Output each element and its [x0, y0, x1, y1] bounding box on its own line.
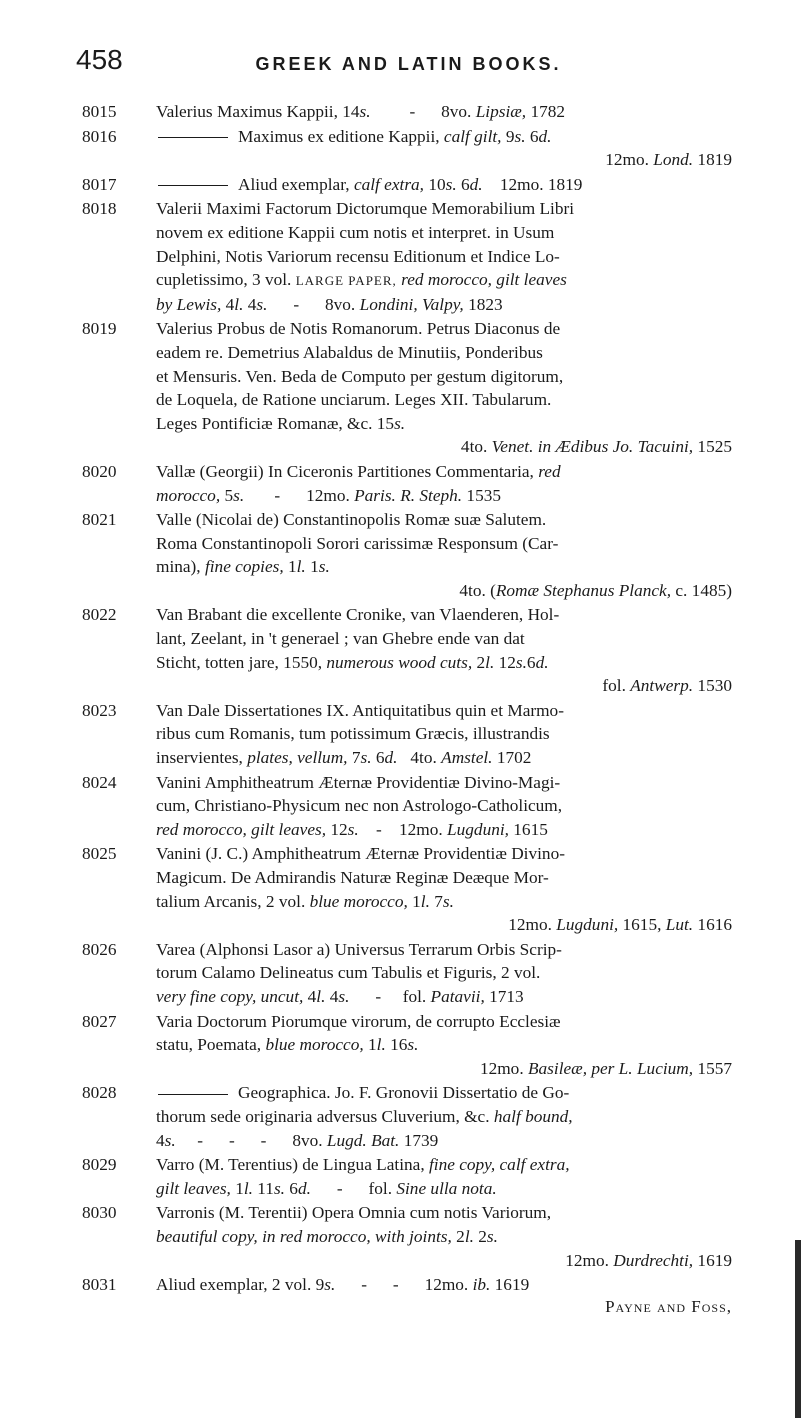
- entry-line: [156, 866, 732, 890]
- text-run: 4: [303, 986, 317, 1006]
- entry-number: 8020: [82, 461, 117, 481]
- entry-line: [156, 125, 732, 149]
- text-run: 1530: [693, 676, 732, 696]
- italic-text: l.: [420, 891, 430, 911]
- catalogue-entry: [82, 197, 732, 316]
- entry-line: [156, 245, 732, 269]
- text-run: c. 1485): [671, 580, 732, 600]
- entry-number: 8016: [82, 126, 117, 146]
- ditto-rule: [158, 1094, 228, 1095]
- text-run: - fol.: [310, 1178, 397, 1198]
- text-run: 6: [284, 1178, 298, 1198]
- italic-text: s.: [442, 891, 454, 911]
- italic-text: d.: [535, 652, 549, 672]
- entry-line: [156, 722, 732, 746]
- italic-text: red morocco, gilt leaves: [401, 270, 567, 290]
- italic-text: Londini, Valpy,: [359, 294, 464, 314]
- entry-line: [156, 1225, 732, 1249]
- italic-text: Lugd. Bat.: [326, 1130, 400, 1150]
- italic-text: s.: [164, 1130, 176, 1150]
- entry-line: [156, 460, 732, 484]
- text-run: Delphini, Notis Variorum recensu Editionum et Indice Lo-: [156, 246, 560, 266]
- text-run: 7: [347, 748, 361, 768]
- text-run: 1619: [693, 1250, 732, 1270]
- text-run: Maximus ex editione Kappii,: [238, 126, 444, 146]
- italic-text: by Lewis,: [156, 294, 222, 314]
- text-run: - fol.: [349, 986, 431, 1006]
- catchword-footer: Payne and Foss,: [605, 1296, 732, 1316]
- entry-number: 8029: [82, 1155, 117, 1175]
- italic-text: calf extra,: [353, 174, 424, 194]
- text-run: 1615,: [618, 915, 666, 935]
- italic-text: half bound,: [493, 1106, 573, 1126]
- text-run: 1702: [492, 748, 532, 768]
- italic-text: Durdrechti,: [613, 1250, 694, 1270]
- text-run: cupletissimo, 3 vol.: [156, 270, 296, 290]
- entry-line: [156, 388, 732, 412]
- text-run: Valerius Maximus Kappii, 14: [156, 102, 360, 121]
- text-run: 1: [363, 1035, 377, 1055]
- text-run: 1619: [490, 1275, 530, 1295]
- text-run: Varro (M. Terentius) de Lingua Latina,: [156, 1155, 429, 1175]
- entry-number: 8017: [82, 174, 117, 194]
- text-run: 1: [283, 557, 297, 577]
- catalogue-entry: [82, 603, 732, 697]
- text-run: 1739: [399, 1130, 439, 1150]
- text-run: thorum sede originaria adversus Cluverium, &c.: [156, 1106, 494, 1126]
- italic-text: fine copies,: [204, 557, 284, 577]
- text-run: 1615: [508, 819, 548, 839]
- catalogue-entry: [82, 1010, 732, 1081]
- entry-line: [156, 1033, 732, 1057]
- catalogue-entry: [82, 460, 732, 507]
- text-run: 12: [326, 819, 348, 839]
- entry-line: [156, 674, 732, 698]
- text-run: - 8vo.: [370, 102, 476, 121]
- page-edge-shadow: [795, 1240, 801, 1418]
- text-run: Van Brabant die excellente Cronike, van Vlaenderen, Hol-: [156, 605, 560, 625]
- italic-text: red: [538, 461, 561, 481]
- catalogue-entry: [82, 100, 732, 124]
- text-run: Van Dale Dissertationes IX. Antiquitatibus quin et Marmo-: [156, 700, 564, 720]
- entry-line: [156, 1057, 732, 1081]
- entry-line: [156, 961, 732, 985]
- entry-line: [156, 412, 732, 436]
- running-title: GREEK AND LATIN BOOKS.: [255, 54, 562, 74]
- text-run: ribus cum Romanis, tum potissimum Græcis, illustrandis: [156, 724, 550, 744]
- entry-number: 8015: [82, 102, 117, 121]
- text-run: lant, Zeelant, in 't generael ; van Ghebre ende van dat: [156, 629, 525, 649]
- catalogue-entry: [82, 842, 732, 936]
- entry-line: [156, 197, 732, 221]
- entry-number: 8030: [82, 1203, 117, 1223]
- text-run: 4: [243, 294, 257, 314]
- catalogue-entry: [82, 173, 732, 197]
- entry-line: [156, 1153, 732, 1177]
- entry-line: [156, 317, 732, 341]
- italic-text: fine copy, calf extra,: [428, 1155, 570, 1175]
- italic-text: ib.: [472, 1275, 491, 1295]
- text-run: 1: [305, 557, 319, 577]
- italic-text: s.: [233, 485, 245, 505]
- italic-text: blue morocco,: [265, 1035, 364, 1055]
- text-run: 1: [407, 891, 421, 911]
- italic-text: l.: [316, 986, 326, 1006]
- text-run: 4: [156, 1130, 165, 1150]
- entry-line: [156, 746, 732, 770]
- text-run: 1616: [693, 915, 732, 935]
- entry-line: [156, 555, 732, 579]
- italic-text: Lut.: [665, 915, 694, 935]
- italic-text: l.: [234, 294, 244, 314]
- text-run: 12: [494, 652, 516, 672]
- catalogue-entry: [82, 125, 732, 172]
- entry-number: 8026: [82, 939, 117, 959]
- italic-text: s.: [445, 174, 457, 194]
- text-run: 1819: [693, 150, 732, 170]
- catalogue-entry: [82, 771, 732, 842]
- text-run: - - - 8vo.: [175, 1130, 327, 1150]
- catalogue-entry: [82, 1201, 732, 1272]
- page-number: 458: [76, 44, 123, 75]
- italic-text: l.: [243, 1178, 253, 1198]
- italic-text: blue morocco,: [309, 891, 408, 911]
- text-run: 4to. (: [459, 580, 496, 600]
- italic-text: Antwerp.: [630, 676, 694, 696]
- entry-line: [156, 341, 732, 365]
- text-run: Valerius Probus de Notis Romanorum. Petrus Diaconus de: [156, 319, 561, 339]
- text-run: 12mo.: [479, 1058, 528, 1078]
- text-run: 12mo. 1819: [482, 174, 583, 194]
- italic-text: Patavii,: [430, 986, 485, 1006]
- italic-text: very fine copy, uncut,: [156, 986, 304, 1006]
- entry-line: [156, 1201, 732, 1225]
- entry-number: 8019: [82, 319, 117, 339]
- text-run: 4to.: [397, 748, 442, 768]
- italic-text: gilt leaves,: [156, 1178, 231, 1198]
- italic-text: calf gilt,: [443, 126, 502, 146]
- text-run: 6: [526, 652, 536, 672]
- text-run: eadem re. Demetrius Alabaldus de Minutiis, Ponderibus: [156, 342, 543, 362]
- italic-text: s.: [360, 748, 372, 768]
- entry-line: [156, 1129, 732, 1153]
- text-run: 6: [371, 748, 385, 768]
- entry-line: [156, 1249, 732, 1273]
- entry-number: 8023: [82, 700, 117, 720]
- text-run: Geographica. Jo. F. Gronovii Dissertatio de Go-: [238, 1083, 570, 1103]
- catalogue-entry: [82, 508, 732, 602]
- text-run: de Loquela, de Ratione unciarum. Leges XII. Tabularum.: [156, 390, 552, 410]
- catalogue-entries: [82, 100, 732, 1317]
- text-run: 10: [424, 174, 446, 194]
- italic-text: Lugduni,: [556, 915, 619, 935]
- entry-number: 8021: [82, 510, 117, 530]
- text-run: 4to.: [460, 437, 492, 457]
- italic-text: l.: [376, 1035, 386, 1055]
- italic-text: l.: [296, 557, 306, 577]
- text-run: - - 12mo.: [335, 1275, 473, 1295]
- italic-text: s.: [407, 1035, 419, 1055]
- italic-text: d.: [469, 174, 483, 194]
- entry-line: [156, 913, 732, 937]
- text-run: Sticht, totten jare, 1550,: [156, 652, 327, 672]
- text-run: Vallæ (Georgii) In Ciceronis Partitiones Commentaria,: [156, 461, 539, 481]
- italic-text: s.: [359, 102, 371, 121]
- text-run: 4: [221, 294, 235, 314]
- text-run: 1713: [484, 986, 524, 1006]
- italic-text: s.: [515, 652, 527, 672]
- entry-line: [156, 221, 732, 245]
- catalogue-entry: [82, 1273, 732, 1297]
- entry-line: [156, 938, 732, 962]
- text-run: 9: [501, 126, 515, 146]
- catalogue-entry: [82, 1153, 732, 1200]
- text-run: 6: [456, 174, 470, 194]
- text-run: Aliud exemplar,: [238, 174, 354, 194]
- text-run: 1: [230, 1178, 244, 1198]
- entry-line: [156, 1105, 732, 1129]
- entry-line: [156, 699, 732, 723]
- entry-line: [156, 794, 732, 818]
- text-run: statu, Poemata,: [156, 1035, 266, 1055]
- entry-number: 8022: [82, 605, 117, 625]
- italic-text: Romæ Stephanus Planck,: [495, 580, 672, 600]
- ditto-rule: [158, 137, 228, 138]
- text-run: 11: [252, 1178, 274, 1198]
- entry-line: [156, 173, 732, 197]
- text-run: inservientes,: [156, 748, 248, 768]
- text-run: talium Arcanis, 2 vol.: [156, 891, 310, 911]
- text-run: Vanini Amphitheatrum Æternæ Providentiæ Divino-Magi-: [156, 772, 561, 792]
- text-run: Aliud exemplar, 2 vol. 9: [156, 1275, 325, 1295]
- italic-text: l.: [464, 1226, 474, 1246]
- text-run: Roma Constantinopoli Sorori carissimæ Responsum (Car-: [156, 533, 559, 553]
- italic-text: Basileæ, per L. Lucium,: [527, 1058, 694, 1078]
- entry-line: [156, 293, 732, 317]
- italic-text: s.: [486, 1226, 498, 1246]
- entry-line: [156, 627, 732, 651]
- text-run: - 8vo.: [267, 294, 360, 314]
- entry-number: 8028: [82, 1083, 117, 1103]
- italic-text: s.: [347, 819, 359, 839]
- text-run: 7: [429, 891, 443, 911]
- text-run: 2: [451, 1226, 465, 1246]
- entry-line: [156, 435, 732, 459]
- entry-number: 8025: [82, 844, 117, 864]
- entry-line: [156, 579, 732, 603]
- italic-text: Amstel.: [441, 748, 493, 768]
- text-run: cum, Christiano-Physicum nec non Astrologo-Catholicum,: [156, 796, 563, 816]
- entry-line: [156, 148, 732, 172]
- ditto-rule: [158, 185, 228, 186]
- entry-line: [156, 1273, 732, 1297]
- italic-text: s.: [318, 557, 330, 577]
- entry-line: [156, 484, 732, 508]
- italic-text: Sine ulla nota.: [396, 1178, 497, 1198]
- entry-line: [156, 365, 732, 389]
- italic-text: s.: [514, 126, 526, 146]
- entry-line: [156, 985, 732, 1009]
- italic-text: red morocco, gilt leaves,: [156, 819, 327, 839]
- entry-line: [156, 532, 732, 556]
- text-run: - 12mo.: [244, 485, 355, 505]
- text-run: Magicum. De Admirandis Naturæ Reginæ Deæque Mor-: [156, 868, 549, 887]
- italic-text: Lugduni,: [447, 819, 509, 839]
- text-run: et Mensuris. Ven. Beda de Computo per gestum digitorum,: [156, 366, 564, 386]
- italic-text: Lipsiæ,: [475, 102, 527, 121]
- small-caps-text: LARGE PAPER,: [295, 273, 397, 289]
- italic-text: Lond.: [653, 150, 694, 170]
- entry-line: [156, 771, 732, 795]
- entry-line: [156, 508, 732, 532]
- entry-line: [156, 1010, 732, 1034]
- catalogue-entry: [82, 317, 732, 459]
- entry-line: [156, 268, 732, 293]
- text-run: - 12mo.: [358, 819, 448, 839]
- entry-line: [156, 890, 732, 914]
- italic-text: numerous wood cuts,: [326, 652, 473, 672]
- text-run: 1557: [693, 1058, 732, 1078]
- text-run: Valle (Nicolai de) Constantinopolis Romæ suæ Salutem.: [156, 510, 547, 530]
- text-run: novem ex editione Kappii cum notis et interpret. in Usum: [156, 222, 555, 242]
- entry-number: 8027: [82, 1011, 117, 1031]
- italic-text: s.: [338, 986, 350, 1006]
- italic-text: Venet. in Ædibus Jo. Tacuini,: [491, 437, 694, 457]
- catalogue-entry: [82, 938, 732, 1009]
- italic-text: s.: [394, 413, 406, 433]
- italic-text: l.: [485, 652, 495, 672]
- text-run: Vanini (J. C.) Amphitheatrum Æternæ Providentiæ Divino-: [156, 844, 565, 864]
- text-run: Valerii Maximi Factorum Dictorumque Memorabilium Libri: [156, 199, 575, 219]
- text-run: 1782: [526, 102, 566, 121]
- entry-line: [156, 100, 732, 124]
- text-run: 2: [472, 652, 486, 672]
- entry-line: [156, 651, 732, 675]
- italic-text: Paris. R. Steph.: [354, 485, 463, 505]
- text-run: 5: [220, 485, 234, 505]
- entry-line: [156, 818, 732, 842]
- page-header: [76, 40, 741, 80]
- text-run: Varia Doctorum Piorumque virorum, de corrupto Ecclesiæ: [156, 1011, 561, 1031]
- text-run: 1535: [462, 485, 501, 505]
- italic-text: morocco,: [156, 485, 221, 505]
- italic-text: s.: [256, 294, 268, 314]
- entry-number: 8024: [82, 772, 117, 792]
- text-run: Varea (Alphonsi Lasor a) Universus Terrarum Orbis Scrip-: [156, 939, 562, 959]
- entry-line: [156, 1081, 732, 1105]
- entry-line: [156, 1177, 732, 1201]
- italic-text: beautiful copy, in red morocco, with joints,: [156, 1226, 452, 1246]
- text-run: 1823: [463, 294, 503, 314]
- italic-text: s.: [324, 1275, 336, 1295]
- text-run: 12mo.: [508, 915, 557, 935]
- text-run: 6: [525, 126, 539, 146]
- italic-text: d.: [538, 126, 552, 146]
- italic-text: s.: [273, 1178, 285, 1198]
- text-run: Leges Pontificiæ Romanæ, &c. 15: [156, 413, 395, 433]
- text-run: Varronis (M. Terentii) Opera Omnia cum notis Variorum,: [156, 1203, 552, 1223]
- entry-number: 8018: [82, 199, 117, 219]
- text-run: 4: [325, 986, 339, 1006]
- text-run: 12mo.: [605, 150, 654, 170]
- text-run: fol.: [602, 676, 631, 696]
- text-run: mina),: [156, 557, 205, 577]
- catalogue-entry: [82, 1081, 732, 1152]
- text-run: 2: [473, 1226, 487, 1246]
- text-run: 16: [385, 1035, 408, 1055]
- catalogue-entry: [82, 699, 732, 770]
- entry-line: [156, 842, 732, 866]
- text-run: torum Calamo Delineatus cum Tabulis et Figuris, 2 vol.: [156, 963, 541, 983]
- entry-line: [156, 603, 732, 627]
- italic-text: plates, vellum,: [247, 748, 348, 768]
- text-run: 1525: [693, 437, 732, 457]
- italic-text: d.: [297, 1178, 311, 1198]
- entry-number: 8031: [82, 1275, 117, 1295]
- text-run: 12mo.: [565, 1250, 614, 1270]
- italic-text: d.: [384, 748, 398, 768]
